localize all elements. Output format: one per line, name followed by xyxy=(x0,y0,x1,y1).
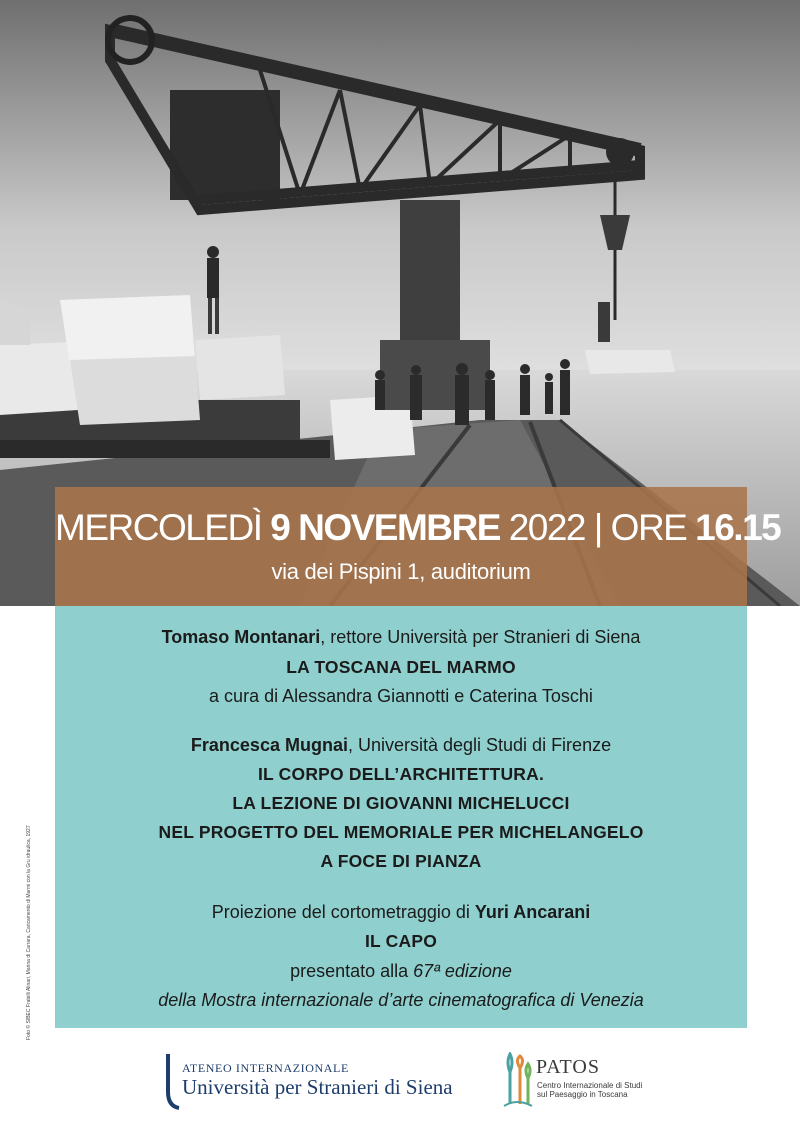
patos-trees-icon xyxy=(500,1052,534,1110)
talk1-role: , rettore Università per Stranieri di Siena xyxy=(320,627,641,647)
screening-intro-line xyxy=(55,902,747,923)
patos-subtitle-line-2: sul Paesaggio in Toscana xyxy=(537,1090,628,1099)
talk2-title-line-3: NEL PROGETTO DEL MEMORIALE PER MICHELANGELO xyxy=(158,822,644,842)
talk2-speaker-line xyxy=(55,735,747,756)
weekday: MERCOLEDÌ xyxy=(55,507,262,548)
year-and-separator: 2022 | ORE xyxy=(508,507,687,548)
unistrasi-name: Università per Stranieri di Siena xyxy=(182,1075,453,1099)
screening-edition: 67ª edizione xyxy=(413,961,512,981)
talk2-title-line-2: LA LEZIONE DI GIOVANNI MICHELUCCI xyxy=(232,793,570,813)
program-block xyxy=(55,606,747,1028)
talk2-speaker: Francesca Mugnai xyxy=(190,735,348,755)
talk1-curators: a cura di Alessandra Giannotti e Caterina Toschi xyxy=(209,686,593,706)
talk2-title-line-4: A FOCE DI PIANZA xyxy=(320,851,482,871)
screening-title: IL CAPO xyxy=(364,931,438,951)
talk2-role: , Università degli Studi di Firenze xyxy=(347,735,612,755)
talk1-title: LA TOSCANA DEL MARMO xyxy=(286,657,516,677)
screening-festival: della Mostra internazionale d’arte cinematografica di Venezia xyxy=(158,990,644,1010)
talk1-speaker: Tomaso Montanari xyxy=(161,627,321,647)
patos-logo xyxy=(500,1052,660,1112)
talk1-speaker-line xyxy=(55,627,747,648)
patos-name: PATOS xyxy=(536,1056,600,1078)
screening-presented: presentato alla xyxy=(290,961,414,981)
unistrasi-logo xyxy=(164,1052,484,1112)
screening-director: Yuri Ancarani xyxy=(474,902,591,922)
screening-intro: Proiezione del cortometraggio di xyxy=(211,902,475,922)
patos-subtitle xyxy=(537,1081,642,1099)
venue: via dei Pispini 1, auditorium xyxy=(271,559,531,584)
event-date-time xyxy=(55,507,781,549)
date-banner xyxy=(55,487,781,606)
event-time: 16.15 xyxy=(695,507,781,548)
patos-subtitle-line-1: Centro Internazionale di Studi xyxy=(537,1081,643,1090)
day-month: 9 NOVEMBRE xyxy=(270,507,500,548)
photo-credit: Foto © SIBEC Fratelli Alinari, Marina di Carrara, Caricamento di Marmi con la Gru idraulica, 1927 xyxy=(26,825,32,1040)
unistrasi-tagline: ATENEO INTERNAZIONALE xyxy=(182,1061,349,1075)
talk2-title-line-1: IL CORPO DELL’ARCHITETTURA. xyxy=(257,764,545,784)
unistrasi-mark-icon xyxy=(164,1052,180,1110)
screening-presented-line xyxy=(55,961,747,982)
